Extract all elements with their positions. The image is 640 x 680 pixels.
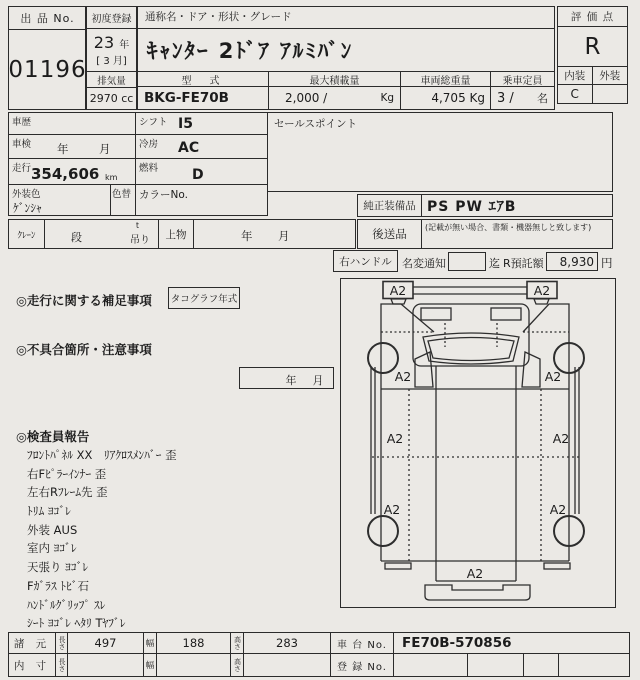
sales-point-box — [267, 112, 613, 192]
length-label-cell — [56, 633, 68, 653]
later-items-label: 後送品 — [358, 220, 422, 248]
interior-label: 内装 — [558, 67, 593, 84]
rename-notice-field — [448, 252, 486, 271]
grade-label: 評 価 点 — [558, 7, 627, 27]
mileage-cell — [9, 159, 136, 184]
damage-mark-rear-center: A2 — [466, 566, 484, 581]
truck-top-view — [341, 279, 614, 606]
capacity-value: 3 / — [497, 90, 514, 106]
exterior-grade-value — [593, 85, 628, 103]
damage-mark-mid-right: A2 — [552, 431, 570, 446]
first-registration-label: 初度登録 — [86, 7, 137, 29]
history-label: 車歴 — [12, 117, 32, 128]
upper-body-label: 上物 — [159, 220, 194, 248]
crane-spec-cell — [45, 220, 159, 248]
exterior-color-value: ｹﾞﾝｼｬ — [13, 201, 42, 215]
fuel-cell — [136, 159, 267, 184]
crane-ton-label: t — [136, 221, 139, 230]
payload-label: 最大積載量 — [269, 72, 400, 87]
lot-number-value: 01196 — [8, 56, 87, 83]
upper-body-year-label: 年 — [241, 229, 253, 243]
model-code-value: BKG-FE70B — [144, 90, 229, 106]
lot-number-box — [8, 6, 87, 110]
registration-cell-3 — [524, 654, 559, 676]
fuel-label: 燃料 — [139, 163, 159, 174]
damage-mark-front-right: A2 — [533, 283, 551, 298]
mileage-unit: km — [105, 173, 118, 182]
inspection-label: 車検 — [12, 139, 32, 150]
tachograph-year-label: 年 — [285, 374, 297, 387]
crane-lift-label: 吊り — [130, 235, 150, 246]
inner-dimensions-label: 内 寸 — [9, 654, 56, 676]
upper-body-month-label: 月 — [278, 229, 290, 243]
capacity-cell — [490, 72, 554, 109]
length-label: 長さ — [58, 636, 66, 650]
inspector-report-title: ◎検査員報告 — [16, 429, 90, 444]
ac-label: 冷房 — [139, 139, 159, 150]
inner-height-label-cell — [231, 654, 244, 676]
displacement-value: 2970 cc — [89, 92, 134, 105]
upper-body-date-cell — [194, 220, 355, 248]
vehicle-name-box — [136, 6, 555, 110]
tachograph-label: タコグラフ年式 — [168, 287, 240, 309]
repaint-cell — [111, 185, 136, 215]
inner-dimensions-row — [9, 654, 629, 676]
first-reg-year-value: 23 — [93, 33, 115, 52]
inspection-month-label: 月 — [99, 142, 111, 156]
later-items-note: (記載が無い場合、書類・機器無しと致します) — [425, 223, 592, 232]
shift-label: シフト — [139, 117, 168, 128]
tachograph-month-label: 月 — [312, 374, 324, 387]
height-label: 高さ — [233, 636, 242, 650]
defect-notes-title: ◎不具合箇所・注意事項 — [16, 342, 152, 357]
inner-length-label: 長さ — [58, 658, 66, 672]
capacity-unit: 名 — [537, 92, 548, 105]
report-item: 右Fﾋﾟﾗｰｲﾝﾅｰ 歪 — [27, 466, 107, 481]
yen-label: 円 — [601, 256, 613, 270]
vehicle-name-label: 通称名・ドア・形状・グレード — [137, 7, 554, 29]
inner-length-value — [68, 654, 144, 676]
first-reg-year-unit: 年 — [119, 40, 130, 51]
inspector-report-list — [27, 446, 177, 633]
equipment-label: 純正装備品 — [358, 195, 422, 216]
interior-grade-value: C — [558, 85, 593, 103]
grade-box — [557, 6, 628, 104]
width-value: 188 — [157, 633, 231, 653]
crane-row — [8, 219, 356, 249]
chassis-no-label: 車 台 No. — [331, 633, 394, 653]
recycle-deposit-value: 8,930 — [546, 252, 598, 271]
payload-cell — [268, 72, 400, 109]
mileage-value: 354,606 — [31, 165, 100, 183]
damage-mark-rear-wheel-left: A2 — [383, 502, 401, 517]
rename-notice-label: 名変通知 — [402, 257, 446, 270]
model-code-label: 型 式 — [137, 72, 268, 87]
recycle-deposit-label: R預託額 — [503, 257, 544, 270]
damage-diagram-box — [340, 278, 616, 608]
report-item: Fｶﾞﾗｽ ﾄﾋﾞ石 — [27, 578, 90, 593]
registration-cell-2 — [468, 654, 524, 676]
color-no-label: カラーNo. — [139, 189, 188, 201]
capacity-label: 乗車定員 — [491, 72, 554, 87]
payload-value: 2,000 / — [285, 91, 328, 105]
vehicle-name-value: ｷｬﾝﾀｰ 2ﾄﾞｱ ｱﾙﾐﾊﾞﾝ — [137, 29, 554, 72]
inspection-cell — [9, 135, 136, 158]
inspection-year-label: 年 — [57, 142, 69, 156]
gross-weight-value: 4,705 Kg — [431, 91, 485, 105]
damage-mark-front-left: A2 — [389, 283, 407, 298]
first-registration-month: [ 3 月] — [96, 56, 127, 67]
dimensions-table — [8, 632, 630, 677]
report-item: ﾊﾝﾄﾞﾙｸﾞﾘｯﾌﾟ ｽﾚ — [27, 597, 106, 612]
shift-cell — [136, 113, 267, 134]
dimensions-label: 諸 元 — [9, 633, 56, 653]
spec-table — [8, 112, 268, 216]
exterior-color-cell — [9, 185, 111, 215]
inner-height-label: 高さ — [233, 658, 242, 672]
damage-mark-mid-left: A2 — [386, 431, 404, 446]
first-registration-box — [85, 6, 138, 110]
mileage-remarks-title: ◎走行に関する補足事項 — [16, 293, 152, 308]
inner-length-label-cell — [56, 654, 68, 676]
registration-cell-1 — [394, 654, 468, 676]
report-item: 天張り ﾖｺﾞﾚ — [27, 560, 89, 575]
report-item: 左右Rﾌﾚｰﾑ先 歪 — [27, 485, 108, 500]
report-item: ﾄﾘﾑ ﾖｺﾞﾚ — [27, 504, 71, 519]
fuel-value: D — [192, 167, 204, 183]
height-label-cell — [231, 633, 244, 653]
report-item: 外装 AUS — [27, 522, 78, 537]
color-no-cell — [136, 185, 267, 215]
first-registration-year — [94, 33, 129, 52]
history-cell — [9, 113, 136, 134]
exterior-label: 外装 — [599, 70, 621, 82]
chassis-no-value: FE70B-570856 — [402, 635, 512, 651]
model-code-cell — [137, 72, 268, 109]
tachograph-date-cell — [239, 367, 334, 389]
registration-cell-4 — [559, 654, 629, 676]
report-item: ﾌﾛﾝﾄﾊﾟﾈﾙ XX ﾘｱｸﾛｽﾒﾝﾊﾞｰ 歪 — [27, 448, 177, 462]
inner-width-value — [157, 654, 231, 676]
until-label: 迄 — [489, 257, 500, 270]
crane-step-label: 段 — [71, 231, 82, 244]
displacement-label: 排気量 — [86, 72, 137, 88]
report-item: ｼｰﾄ ﾖｺﾞﾚ ﾍﾀﾘ Tﾔﾌﾞﾚ — [27, 616, 126, 631]
report-item: 室内 ﾖｺﾞﾚ — [27, 541, 77, 556]
equipment-value: PS PW ｴｱB — [427, 198, 517, 215]
shift-value: I5 — [178, 116, 193, 132]
payload-unit: Kg — [380, 92, 394, 104]
lot-number-label: 出 品 No. — [9, 7, 86, 30]
mileage-label: 走行 — [12, 163, 32, 174]
length-value: 497 — [68, 633, 144, 653]
equipment-row — [357, 194, 613, 217]
grade-value: R — [558, 27, 627, 67]
dimensions-row — [9, 633, 629, 654]
damage-mark-rear-wheel-right: A2 — [549, 502, 567, 517]
later-items-row — [357, 219, 613, 249]
inner-height-value — [244, 654, 331, 676]
ac-cell — [136, 135, 267, 158]
registration-no-label: 登 録 No. — [331, 654, 394, 676]
gross-weight-cell — [400, 72, 490, 109]
inner-width-label: 幅 — [144, 654, 157, 676]
sales-point-label: セールスポイント — [274, 118, 358, 130]
crane-label: ｸﾚｰﾝ — [9, 220, 45, 248]
ac-value: AC — [178, 140, 200, 156]
width-label: 幅 — [144, 633, 157, 653]
repaint-label: 色替 — [112, 189, 132, 200]
damage-mark-front-wheel-right: A2 — [544, 369, 562, 384]
exterior-color-label: 外装色 — [12, 189, 41, 200]
right-handle-badge: 右ハンドル — [333, 250, 398, 272]
gross-weight-label: 車両総重量 — [401, 72, 490, 87]
height-value: 283 — [244, 633, 331, 653]
damage-mark-front-wheel-left: A2 — [394, 369, 412, 384]
